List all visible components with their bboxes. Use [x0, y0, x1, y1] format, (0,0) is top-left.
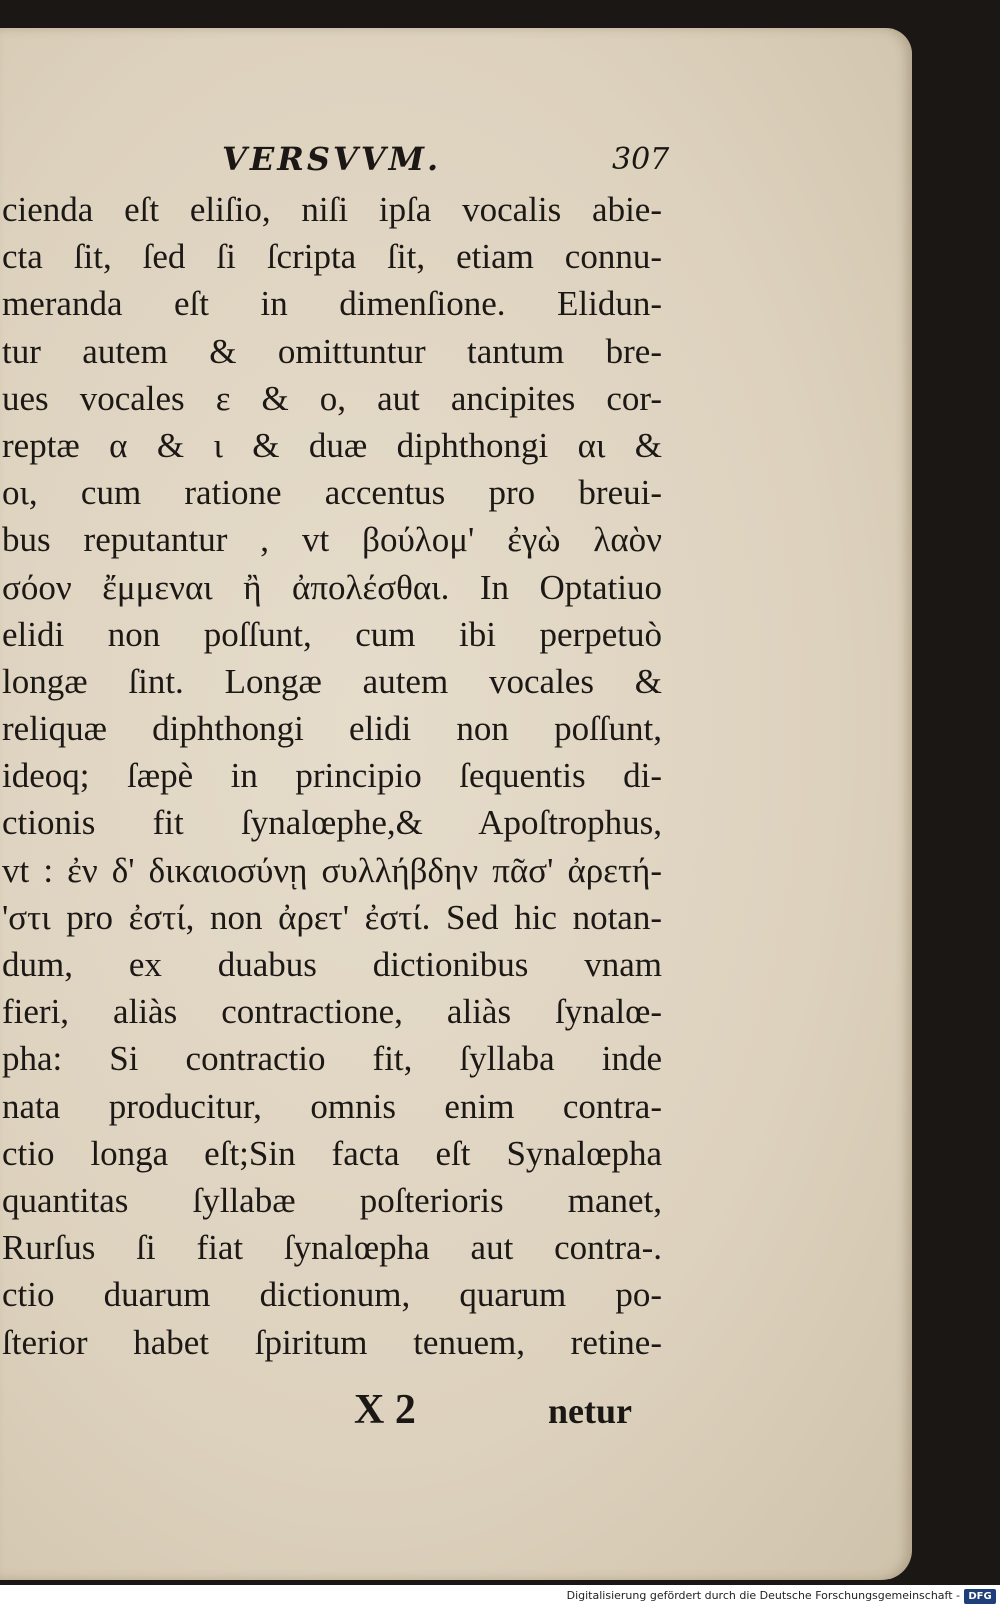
- text-line: reliquæ diphthongi elidi non poſſunt,: [2, 709, 662, 749]
- running-head: VERSVVM.: [222, 140, 442, 178]
- text-line: οι, cum ratione accentus pro breui-: [2, 473, 662, 513]
- book-page: [0, 28, 912, 1580]
- text-line: dum, ex duabus dictionibus vnam: [2, 945, 662, 984]
- text-line: pha: Si contractio fit, ſyllaba inde: [2, 1039, 662, 1079]
- funding-credit: Digitalisierung gefördert durch die Deutsche Forschungsgemeinschaft -: [566, 1589, 960, 1602]
- text-line: cienda eſt eliſio, niſi ipſa vocalis abie-: [2, 190, 662, 229]
- page-number: 307: [612, 142, 670, 177]
- text-line: nata producitur, omnis enim contra-: [2, 1086, 662, 1126]
- page-footer: [0, 1386, 680, 1436]
- text-line: ſterior habet ſpiritum tenuem, retine-: [2, 1322, 662, 1362]
- text-line: ideoq; ſæpè in principio ſequentis di-: [2, 756, 662, 796]
- text-line: quantitas ſyllabæ poſterioris manet,: [2, 1180, 662, 1220]
- text-line: fieri, aliàs contractione, aliàs ſynalœ-: [2, 992, 662, 1032]
- text-line: reptæ α & ι & duæ diphthongi αι &: [2, 425, 662, 465]
- credit-bar: [0, 1585, 1000, 1609]
- text-line: longæ ſint. Longæ autem vocales &: [2, 661, 662, 701]
- body-text: [2, 186, 662, 1366]
- signature-mark: X 2: [354, 1387, 416, 1433]
- text-line: Rurſus ſi fiat ſynalœpha aut contra-.: [2, 1228, 662, 1268]
- text-line: cta ſit, ſed ſi ſcripta ſit, etiam connu-: [2, 237, 662, 277]
- catchword: netur: [548, 1391, 632, 1431]
- text-line: tur autem & omittuntur tantum bre-: [2, 331, 662, 371]
- text-line: bus reputantur , vt βούλομ' ἐγὼ λαὸν: [2, 520, 662, 560]
- dfg-logo: DFG: [964, 1589, 996, 1604]
- text-line: vt : ἐν δ' δικαιοσύνῃ συλλήβδην πᾶσ' ἀρετή-: [2, 850, 662, 890]
- text-line: ctio duarum dictionum, quarum po-: [2, 1275, 662, 1315]
- text-line: meranda eſt in dimenſione. Elidun-: [2, 284, 662, 324]
- text-line: elidi non poſſunt, cum ibi perpetuò: [2, 614, 662, 654]
- text-line: ctio longa eſt;Sin facta eſt Synalœpha: [2, 1133, 662, 1173]
- text-line: σόον ἔμμεναι ἢ ἀπολέσθαι. In Optatiuo: [2, 567, 662, 607]
- text-line: ues vocales ε & ο, aut ancipites cor-: [2, 378, 662, 418]
- page-header: [0, 140, 680, 180]
- text-line: 'στι pro ἐστί, non ἀρετ' ἐστί. Sed hic notan-: [2, 897, 662, 937]
- text-line: ctionis fit ſynalœphe,& Apoſtrophus,: [2, 803, 662, 843]
